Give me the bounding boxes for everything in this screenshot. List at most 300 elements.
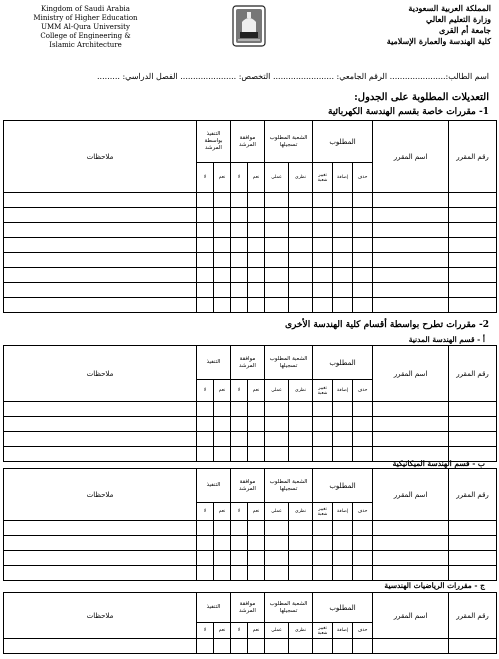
entry-cell[interactable] xyxy=(248,432,265,447)
entry-cell[interactable] xyxy=(231,253,248,268)
col-practical: عملي xyxy=(265,623,289,639)
entry-cell[interactable] xyxy=(313,283,333,298)
entry-cell[interactable] xyxy=(333,298,353,313)
entry-cell[interactable] xyxy=(4,447,197,462)
col-required: المطلوب xyxy=(313,121,373,163)
entry-cell[interactable] xyxy=(214,298,231,313)
col-advisor-approval: موافقة المرشد xyxy=(231,346,265,380)
entry-cell[interactable] xyxy=(4,268,197,283)
entry-cell[interactable] xyxy=(197,432,214,447)
subsection-title: أ - قسم الهندسة المدنية xyxy=(408,335,485,344)
entry-cell[interactable] xyxy=(373,208,449,223)
table-row xyxy=(4,432,497,447)
table-row xyxy=(4,268,497,283)
entry-cell[interactable] xyxy=(333,283,353,298)
entry-cell[interactable] xyxy=(248,551,265,566)
entry-cell[interactable] xyxy=(333,238,353,253)
entry-cell[interactable] xyxy=(4,536,197,551)
entry-cell[interactable] xyxy=(265,268,289,283)
entry-cell[interactable] xyxy=(248,447,265,462)
entry-cell[interactable] xyxy=(313,402,333,417)
entry-cell[interactable] xyxy=(289,193,313,208)
section-title: 1- مقررات خاصة بقسم الهندسة الكهربائية xyxy=(328,107,489,117)
entry-cell[interactable] xyxy=(231,402,248,417)
student-info-line: اسم الطالب:...................... الرقم الجامعي: ........................ التخصص: ...................... الفصل الدراسي: ......... xyxy=(97,72,489,81)
entry-cell[interactable] xyxy=(231,268,248,283)
english-header xyxy=(8,5,163,50)
entry-cell[interactable] xyxy=(214,521,231,536)
entry-cell[interactable] xyxy=(333,551,353,566)
entry-cell[interactable] xyxy=(231,536,248,551)
entry-cell[interactable] xyxy=(214,193,231,208)
entry-cell[interactable] xyxy=(214,208,231,223)
entry-cell[interactable] xyxy=(373,298,449,313)
entry-cell[interactable] xyxy=(265,447,289,462)
entry-cell[interactable] xyxy=(197,417,214,432)
entry-cell[interactable] xyxy=(313,268,333,283)
entry-cell[interactable] xyxy=(248,268,265,283)
col-course-name: اسم المقرر xyxy=(373,346,449,402)
entry-cell[interactable] xyxy=(265,193,289,208)
entry-cell[interactable] xyxy=(4,402,197,417)
header-line: Ministry of Higher Education xyxy=(33,14,138,22)
entry-cell[interactable] xyxy=(353,298,373,313)
entry-cell[interactable] xyxy=(231,238,248,253)
entry-cell[interactable] xyxy=(289,432,313,447)
entry-cell[interactable] xyxy=(333,521,353,536)
entry-cell[interactable] xyxy=(373,402,449,417)
entry-cell[interactable] xyxy=(289,417,313,432)
col-section-to-register: الشعبة المطلوب تسجيلها xyxy=(265,469,313,503)
entry-cell[interactable] xyxy=(313,417,333,432)
col-approval-no: لا xyxy=(231,623,248,639)
table-row xyxy=(4,253,497,268)
entry-cell[interactable] xyxy=(333,268,353,283)
col-theory: نظري xyxy=(289,623,313,639)
entry-cell[interactable] xyxy=(248,223,265,238)
col-add: إضافة xyxy=(333,503,353,521)
col-course-name: اسم المقرر xyxy=(373,593,449,639)
entry-cell[interactable] xyxy=(313,208,333,223)
entry-cell[interactable] xyxy=(214,223,231,238)
entry-cell[interactable] xyxy=(265,432,289,447)
entry-cell[interactable] xyxy=(4,639,197,654)
entry-cell[interactable] xyxy=(449,639,497,654)
entry-cell[interactable] xyxy=(4,208,197,223)
entry-cell[interactable] xyxy=(353,551,373,566)
entry-cell[interactable] xyxy=(373,238,449,253)
col-execution: التنفيذ بواسطة المرشد xyxy=(197,121,231,163)
entry-cell[interactable] xyxy=(248,253,265,268)
entry-cell[interactable] xyxy=(333,223,353,238)
section-title: 2- مقررات تطرح بواسطة أقسام كلية الهندسة الأخرى xyxy=(284,320,489,330)
entry-cell[interactable] xyxy=(313,193,333,208)
col-change-section: تغيير شعبة xyxy=(313,623,333,639)
table-row xyxy=(4,208,497,223)
entry-cell[interactable] xyxy=(333,253,353,268)
entry-cell[interactable] xyxy=(4,193,197,208)
col-practical: عملي xyxy=(265,380,289,402)
entry-cell[interactable] xyxy=(231,223,248,238)
entry-cell[interactable] xyxy=(373,536,449,551)
entry-cell[interactable] xyxy=(353,432,373,447)
entry-cell[interactable] xyxy=(265,253,289,268)
entry-cell[interactable] xyxy=(449,238,497,253)
courses-table xyxy=(3,468,497,581)
entry-cell[interactable] xyxy=(289,521,313,536)
entry-cell[interactable] xyxy=(4,551,197,566)
entry-cell[interactable] xyxy=(214,551,231,566)
entry-cell[interactable] xyxy=(449,417,497,432)
entry-cell[interactable] xyxy=(373,268,449,283)
entry-cell[interactable] xyxy=(197,268,214,283)
table-row xyxy=(4,223,497,238)
entry-cell[interactable] xyxy=(289,536,313,551)
entry-cell[interactable] xyxy=(248,208,265,223)
entry-cell[interactable] xyxy=(353,253,373,268)
entry-cell[interactable] xyxy=(265,298,289,313)
table-row xyxy=(4,193,497,208)
entry-cell[interactable] xyxy=(373,253,449,268)
entry-cell[interactable] xyxy=(197,521,214,536)
col-delete: حذف xyxy=(353,380,373,402)
entry-cell[interactable] xyxy=(333,566,353,581)
col-notes: ملاحظات xyxy=(4,121,197,193)
entry-cell[interactable] xyxy=(449,253,497,268)
entry-cell[interactable] xyxy=(449,521,497,536)
table-row xyxy=(4,521,497,536)
col-execution: التنفيذ xyxy=(197,593,231,623)
entry-cell[interactable] xyxy=(289,283,313,298)
entry-cell[interactable] xyxy=(214,238,231,253)
entry-cell[interactable] xyxy=(449,208,497,223)
entry-cell[interactable] xyxy=(353,283,373,298)
col-section-to-register: الشعبة المطلوب تسجيلها xyxy=(265,121,313,163)
entry-cell[interactable] xyxy=(289,268,313,283)
entry-cell[interactable] xyxy=(214,432,231,447)
entry-cell[interactable] xyxy=(313,238,333,253)
entry-cell[interactable] xyxy=(248,639,265,654)
entry-cell[interactable] xyxy=(289,298,313,313)
courses-table xyxy=(3,120,497,313)
entry-cell[interactable] xyxy=(197,193,214,208)
col-execution: التنفيذ xyxy=(197,346,231,380)
col-change-section: تغيير شعبة xyxy=(313,163,333,193)
col-change-section: تغيير شعبة xyxy=(313,503,333,521)
entry-cell[interactable] xyxy=(4,566,197,581)
col-theory: نظري xyxy=(289,163,313,193)
entry-cell[interactable] xyxy=(214,447,231,462)
entry-cell[interactable] xyxy=(313,639,333,654)
entry-cell[interactable] xyxy=(231,298,248,313)
entry-cell[interactable] xyxy=(265,417,289,432)
entry-cell[interactable] xyxy=(248,298,265,313)
entry-cell[interactable] xyxy=(289,223,313,238)
entry-cell[interactable] xyxy=(4,432,197,447)
entry-cell[interactable] xyxy=(289,566,313,581)
entry-cell[interactable] xyxy=(313,447,333,462)
entry-cell[interactable] xyxy=(197,402,214,417)
entry-cell[interactable] xyxy=(265,208,289,223)
col-approval-no: لا xyxy=(231,503,248,521)
col-course-number: رقم المقرر xyxy=(449,121,497,193)
entry-cell[interactable] xyxy=(449,268,497,283)
col-practical: عملي xyxy=(265,503,289,521)
entry-cell[interactable] xyxy=(248,566,265,581)
entry-cell[interactable] xyxy=(231,417,248,432)
courses-table xyxy=(3,592,497,654)
subsection-title: ب - قسم الهندسة الميكانيكية xyxy=(392,459,485,468)
col-course-name: اسم المقرر xyxy=(373,469,449,521)
col-execution-yes: نعم xyxy=(214,380,231,402)
entry-cell[interactable] xyxy=(313,536,333,551)
entry-cell[interactable] xyxy=(373,521,449,536)
entry-cell[interactable] xyxy=(197,283,214,298)
entry-cell[interactable] xyxy=(289,238,313,253)
entry-cell[interactable] xyxy=(231,639,248,654)
table-row xyxy=(4,402,497,417)
entry-cell[interactable] xyxy=(214,566,231,581)
entry-cell[interactable] xyxy=(248,193,265,208)
entry-cell[interactable] xyxy=(248,238,265,253)
entry-cell[interactable] xyxy=(449,551,497,566)
entry-cell[interactable] xyxy=(313,432,333,447)
entry-cell[interactable] xyxy=(231,208,248,223)
entry-cell[interactable] xyxy=(265,639,289,654)
col-advisor-approval: موافقة المرشد xyxy=(231,469,265,503)
entry-cell[interactable] xyxy=(214,417,231,432)
table-row xyxy=(4,566,497,581)
entry-cell[interactable] xyxy=(231,283,248,298)
entry-cell[interactable] xyxy=(449,432,497,447)
entry-cell[interactable] xyxy=(289,447,313,462)
entry-cell[interactable] xyxy=(214,639,231,654)
col-practical: عملي xyxy=(265,163,289,193)
entry-cell[interactable] xyxy=(197,639,214,654)
entry-cell[interactable] xyxy=(265,238,289,253)
entry-cell[interactable] xyxy=(231,193,248,208)
entry-cell[interactable] xyxy=(231,566,248,581)
courses-table xyxy=(3,345,497,462)
entry-cell[interactable] xyxy=(265,566,289,581)
table-row xyxy=(4,283,497,298)
col-approval-yes: نعم xyxy=(248,380,265,402)
entry-cell[interactable] xyxy=(4,253,197,268)
entry-cell[interactable] xyxy=(333,639,353,654)
entry-cell[interactable] xyxy=(197,551,214,566)
header-line: College of Engineering & xyxy=(40,32,131,40)
entry-cell[interactable] xyxy=(373,283,449,298)
entry-cell[interactable] xyxy=(373,417,449,432)
col-theory: نظري xyxy=(289,503,313,521)
header-line: وزارة التعليم العالي xyxy=(426,14,491,24)
entry-cell[interactable] xyxy=(333,402,353,417)
arabic-header xyxy=(341,3,491,47)
entry-cell[interactable] xyxy=(333,447,353,462)
table-row xyxy=(4,417,497,432)
entry-cell[interactable] xyxy=(197,298,214,313)
entry-cell[interactable] xyxy=(353,268,373,283)
entry-cell[interactable] xyxy=(353,639,373,654)
col-course-number: رقم المقرر xyxy=(449,469,497,521)
entry-cell[interactable] xyxy=(231,447,248,462)
entry-cell[interactable] xyxy=(313,223,333,238)
entry-cell[interactable] xyxy=(353,447,373,462)
entry-cell[interactable] xyxy=(248,536,265,551)
entry-cell[interactable] xyxy=(333,417,353,432)
col-approval-no: لا xyxy=(231,163,248,193)
entry-cell[interactable] xyxy=(197,253,214,268)
entry-cell[interactable] xyxy=(4,521,197,536)
entry-cell[interactable] xyxy=(333,193,353,208)
entry-cell[interactable] xyxy=(265,283,289,298)
col-required: المطلوب xyxy=(313,346,373,380)
entry-cell[interactable] xyxy=(353,223,373,238)
entry-cell[interactable] xyxy=(373,223,449,238)
entry-cell[interactable] xyxy=(214,402,231,417)
col-add: إضافة xyxy=(333,163,353,193)
col-add: إضافة xyxy=(333,623,353,639)
entry-cell[interactable] xyxy=(373,566,449,581)
entry-cell[interactable] xyxy=(313,551,333,566)
entry-cell[interactable] xyxy=(4,283,197,298)
entry-cell[interactable] xyxy=(197,447,214,462)
col-add: إضافة xyxy=(333,380,353,402)
entry-cell[interactable] xyxy=(214,536,231,551)
entry-cell[interactable] xyxy=(373,551,449,566)
table-row xyxy=(4,298,497,313)
entry-cell[interactable] xyxy=(4,298,197,313)
col-notes: ملاحظات xyxy=(4,469,197,521)
col-approval-yes: نعم xyxy=(248,503,265,521)
header-line: المملكة العربية السعودية xyxy=(408,3,491,13)
entry-cell[interactable] xyxy=(197,223,214,238)
entry-cell[interactable] xyxy=(197,566,214,581)
col-required: المطلوب xyxy=(313,469,373,503)
table-row xyxy=(4,551,497,566)
entry-cell[interactable] xyxy=(265,402,289,417)
col-execution-no: لا xyxy=(197,380,214,402)
table-row xyxy=(4,238,497,253)
entry-cell[interactable] xyxy=(265,521,289,536)
col-execution-yes: نعم xyxy=(214,503,231,521)
entry-cell[interactable] xyxy=(248,521,265,536)
entry-cell[interactable] xyxy=(313,566,333,581)
entry-cell[interactable] xyxy=(353,536,373,551)
entry-cell[interactable] xyxy=(231,521,248,536)
col-delete: حذف xyxy=(353,503,373,521)
col-course-number: رقم المقرر xyxy=(449,593,497,639)
entry-cell[interactable] xyxy=(265,536,289,551)
entry-cell[interactable] xyxy=(4,238,197,253)
page-title: التعديلات المطلوبة على الجدول: xyxy=(354,92,489,103)
entry-cell[interactable] xyxy=(353,238,373,253)
header-line: Kingdom of Saudi Arabia xyxy=(41,5,130,13)
entry-cell[interactable] xyxy=(289,551,313,566)
entry-cell[interactable] xyxy=(4,223,197,238)
entry-cell[interactable] xyxy=(313,521,333,536)
header-line: UMM Al-Qura University xyxy=(41,23,130,31)
entry-cell[interactable] xyxy=(353,417,373,432)
entry-cell[interactable] xyxy=(333,432,353,447)
entry-cell[interactable] xyxy=(265,551,289,566)
entry-cell[interactable] xyxy=(197,536,214,551)
entry-cell[interactable] xyxy=(289,639,313,654)
header-line: Islamic Architecture xyxy=(49,41,122,49)
table-row xyxy=(4,639,497,654)
col-section-to-register: الشعبة المطلوب تسجيلها xyxy=(265,346,313,380)
table-row xyxy=(4,536,497,551)
entry-cell[interactable] xyxy=(197,208,214,223)
col-change-section: تغيير شعبة xyxy=(313,380,333,402)
col-execution-yes: نعم xyxy=(214,163,231,193)
col-notes: ملاحظات xyxy=(4,346,197,402)
entry-cell[interactable] xyxy=(265,223,289,238)
subsection-title: ج - مقررات الرياضيات الهندسية xyxy=(384,581,485,590)
col-section-to-register: الشعبة المطلوب تسجيلها xyxy=(265,593,313,623)
col-course-name: اسم المقرر xyxy=(373,121,449,193)
col-execution-no: لا xyxy=(197,503,214,521)
entry-cell[interactable] xyxy=(289,402,313,417)
entry-cell[interactable] xyxy=(231,551,248,566)
entry-cell[interactable] xyxy=(333,536,353,551)
entry-cell[interactable] xyxy=(353,208,373,223)
col-delete: حذف xyxy=(353,163,373,193)
entry-cell[interactable] xyxy=(289,208,313,223)
entry-cell[interactable] xyxy=(197,238,214,253)
col-execution-yes: نعم xyxy=(214,623,231,639)
entry-cell[interactable] xyxy=(214,283,231,298)
entry-cell[interactable] xyxy=(214,253,231,268)
col-course-number: رقم المقرر xyxy=(449,346,497,402)
entry-cell[interactable] xyxy=(449,402,497,417)
entry-cell[interactable] xyxy=(449,566,497,581)
entry-cell[interactable] xyxy=(353,402,373,417)
entry-cell[interactable] xyxy=(449,223,497,238)
entry-cell[interactable] xyxy=(231,432,248,447)
entry-cell[interactable] xyxy=(313,298,333,313)
entry-cell[interactable] xyxy=(373,639,449,654)
col-approval-yes: نعم xyxy=(248,623,265,639)
col-approval-yes: نعم xyxy=(248,163,265,193)
entry-cell[interactable] xyxy=(449,193,497,208)
university-logo-icon xyxy=(230,4,268,48)
col-theory: نظري xyxy=(289,380,313,402)
col-execution-no: لا xyxy=(197,163,214,193)
entry-cell[interactable] xyxy=(248,417,265,432)
entry-cell[interactable] xyxy=(449,298,497,313)
entry-cell[interactable] xyxy=(248,402,265,417)
entry-cell[interactable] xyxy=(449,536,497,551)
col-approval-no: لا xyxy=(231,380,248,402)
entry-cell[interactable] xyxy=(248,283,265,298)
header-line: كلية الهندسة والعمارة الإسلامية xyxy=(386,36,491,46)
entry-cell[interactable] xyxy=(353,521,373,536)
entry-cell[interactable] xyxy=(373,432,449,447)
entry-cell[interactable] xyxy=(353,193,373,208)
entry-cell[interactable] xyxy=(214,268,231,283)
entry-cell[interactable] xyxy=(353,566,373,581)
entry-cell[interactable] xyxy=(289,253,313,268)
col-delete: حذف xyxy=(353,623,373,639)
entry-cell[interactable] xyxy=(373,193,449,208)
entry-cell[interactable] xyxy=(449,283,497,298)
col-required: المطلوب xyxy=(313,593,373,623)
entry-cell[interactable] xyxy=(4,417,197,432)
col-advisor-approval: موافقة المرشد xyxy=(231,121,265,163)
entry-cell[interactable] xyxy=(313,253,333,268)
entry-cell[interactable] xyxy=(333,208,353,223)
